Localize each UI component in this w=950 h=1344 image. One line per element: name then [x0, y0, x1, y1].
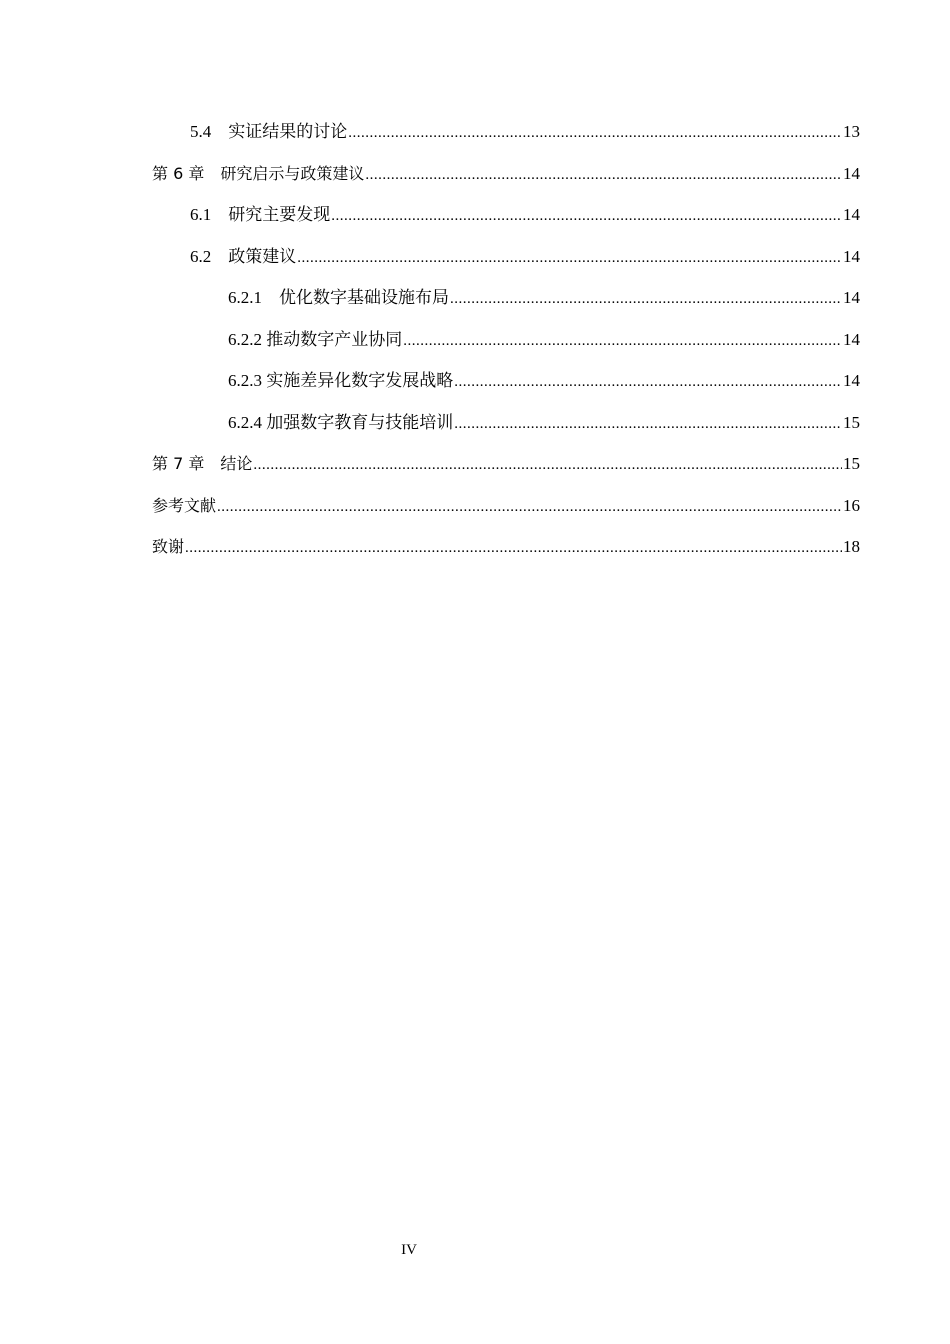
toc-dot-leader	[454, 409, 842, 439]
toc-entry-page: 15	[843, 454, 860, 473]
toc-entry-6-2-4[interactable]	[152, 408, 860, 450]
toc-entry-page: 13	[843, 122, 860, 141]
toc-entry-6-2-2[interactable]	[152, 325, 860, 367]
toc-entry-chapter-6[interactable]	[152, 159, 860, 201]
toc-entry-6-2-1[interactable]	[152, 283, 860, 325]
toc-entry-6-2-3[interactable]	[152, 366, 860, 408]
toc-dot-leader	[365, 160, 842, 190]
toc-entry-label: 致谢	[152, 537, 185, 556]
toc-entry-page: 18	[843, 537, 860, 556]
toc-entry-chapter-7[interactable]	[152, 449, 860, 491]
toc-entry-page: 14	[843, 205, 860, 224]
toc-entry-label: 6.1 研究主要发现	[190, 205, 331, 224]
toc-entry-page: 14	[843, 371, 860, 390]
toc-dot-leader	[403, 326, 842, 356]
toc-entry-acknowledgements[interactable]	[152, 532, 860, 574]
toc-entry-6-2[interactable]	[152, 242, 860, 284]
toc-entry-label: 6.2 政策建议	[190, 246, 297, 266]
toc-entry-6-1[interactable]	[152, 200, 860, 242]
toc-dot-leader	[185, 533, 842, 563]
toc-dot-leader	[217, 492, 842, 522]
toc-entry-label: 参考文献	[152, 495, 217, 515]
table-of-contents	[152, 117, 860, 574]
toc-entry-page: 14	[843, 288, 860, 307]
toc-entry-page: 16	[843, 495, 860, 515]
toc-entry-page: 14	[843, 163, 860, 183]
toc-entry-page: 15	[843, 412, 860, 432]
toc-entry-label: 第 7 章 结论	[152, 454, 253, 473]
toc-entry-label: 第 6 章 研究启示与政策建议	[152, 163, 365, 183]
toc-entry-page: 14	[843, 246, 860, 266]
toc-dot-leader	[253, 450, 842, 480]
toc-dot-leader	[348, 118, 842, 148]
toc-entry-label: 6.2.4 加强数字教育与技能培训	[228, 412, 454, 432]
toc-entry-label: 5.4 实证结果的讨论	[190, 122, 348, 141]
toc-entry-page: 14	[843, 329, 860, 349]
toc-dot-leader	[297, 243, 842, 273]
toc-entry-references[interactable]	[152, 491, 860, 533]
toc-entry-label: 6.2.3 实施差异化数字发展战略	[228, 371, 454, 390]
toc-entry-label: 6.2.2 推动数字产业协同	[228, 329, 403, 349]
toc-dot-leader	[454, 367, 842, 397]
toc-entry-5-4[interactable]	[152, 117, 860, 159]
toc-dot-leader	[331, 201, 842, 231]
toc-entry-label: 6.2.1 优化数字基础设施布局	[228, 288, 449, 307]
page-number: IV	[401, 1242, 417, 1258]
toc-dot-leader	[450, 284, 842, 314]
